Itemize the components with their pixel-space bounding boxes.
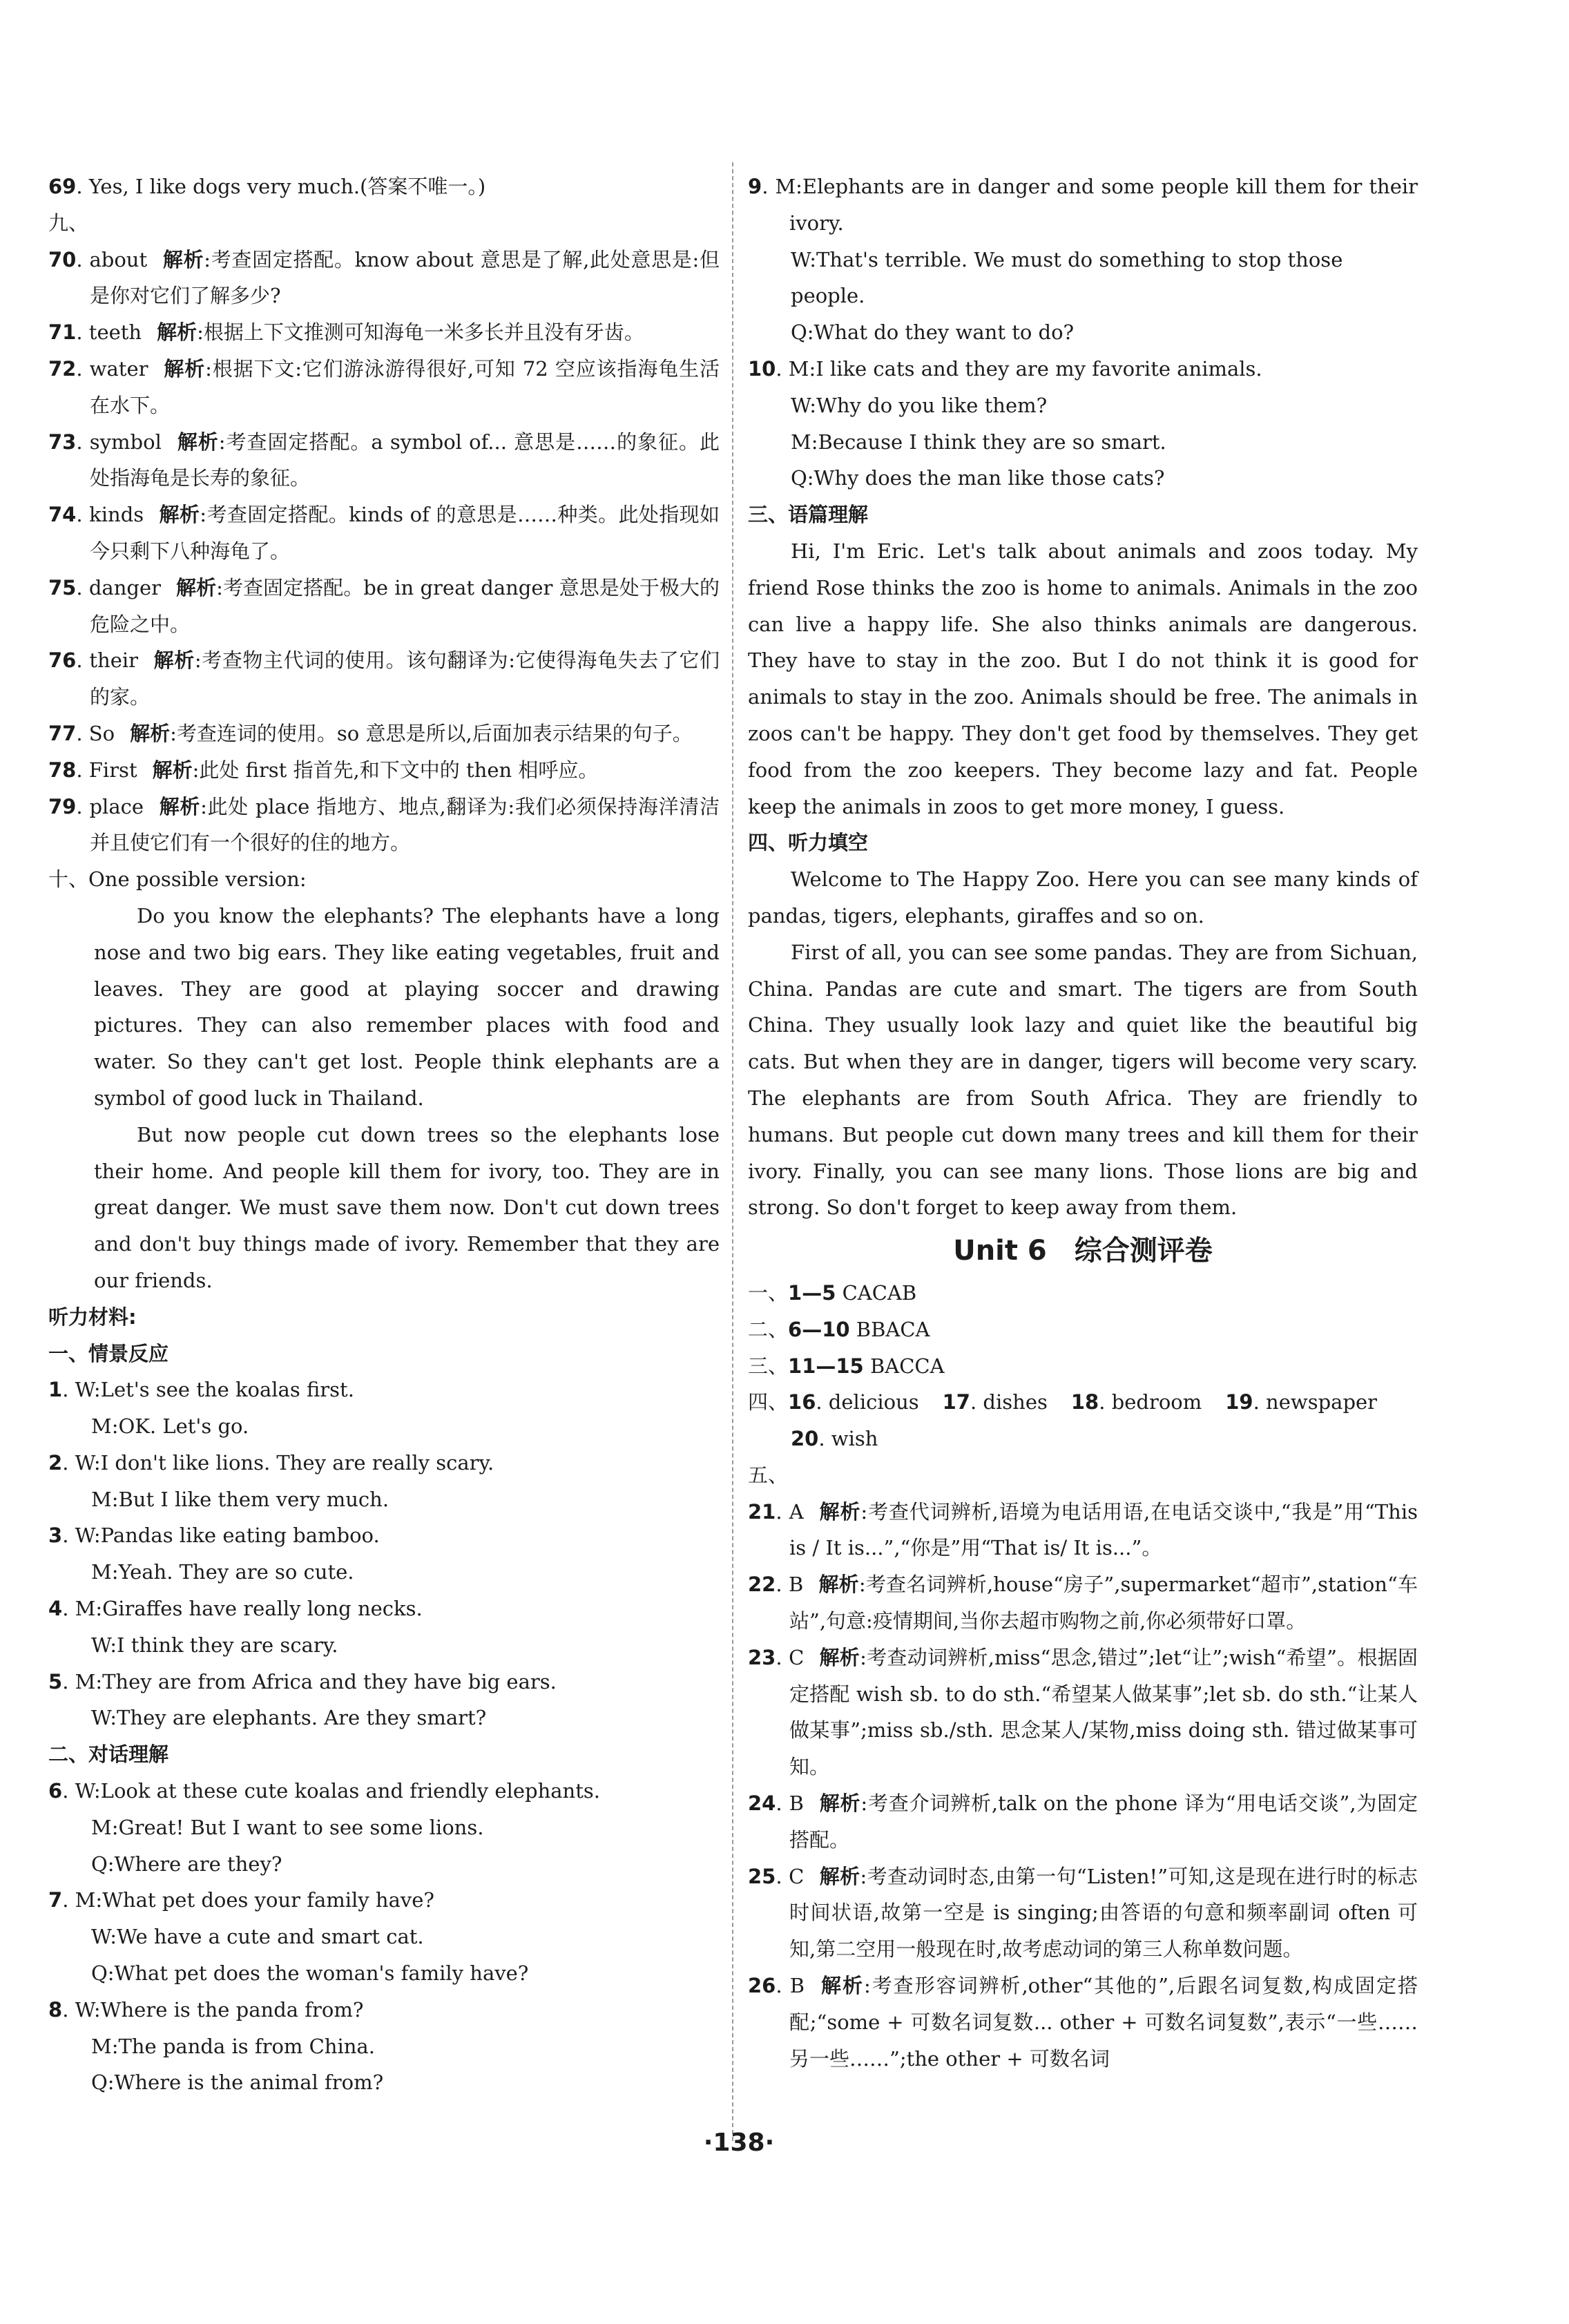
passage-4-paragraph-2: First of all, you can see some pandas. They are from Sichuan, China. Pandas are cute and smart. The tigers are from South China. They usually look lazy and quiet like the beautiful big cats. But when they are in danger, tigers will become very scary. The elephants are from South Africa. They are friendly to humans. But people cut down many trees and kill them for their ivory. Finally, you can see many lions. Those lions are big and strong. So don't forget to keep away from them. — [748, 940, 1418, 1220]
passage-3: Hi, I'm Eric. Let's talk about animals and zoos today. My friend Rose thinks the zoo is home to animals. Animals in the zoo can live a happy life. She also thinks animals are dangerous. They have to stay in the zoo. But I do not think it is good for animals to stay in the zoo. Animals should be free. The animals in zoos can't be happy. They don't get food by themselves. They get food from the zoo keepers. They become lazy and fat. People keep the animals in zoos to get more money, I guess. — [748, 539, 1418, 818]
part-1-heading: 一、情景反应 — [48, 1341, 169, 1365]
unit-title: Unit 6 综合测评卷 — [953, 1235, 1213, 1267]
answer-26: 26. B 解析:考查形容词辨析,other“其他的”,后跟名词复数,构成固定搭配;“some + 可数名词复数... other + 可数名词复数”,表示“一些……另一些……”;the other + 可数名词 — [748, 1974, 1418, 2071]
dialogue-10: 10. M:I like cats and they are my favorite animals. W:Why do you like them? M:Because I think they are so smart. Q:Why does the man like those cats? — [748, 356, 1262, 490]
answer-78: 78. First 解析:此处 first 指首先,和下文中的 then 相呼应。 — [48, 758, 599, 782]
dialogue-3: 3. W:Pandas like eating bamboo. M:Yeah. They are so cute. — [48, 1524, 380, 1584]
essay-paragraph-1: Do you know the elephants? The elephants have a long nose and two big ears. They like eating vegetables, fruit and leaves. They are good at playing soccer and drawing pictures. They can also remember places with food and water. So they can't get lost. People think elephants are a symbol of good luck in Thailand. — [94, 903, 720, 1110]
dialogue-5: 5. M:They are from Africa and they have big ears. W:They are elephants. Are they smart? — [48, 1669, 557, 1730]
answer-24: 24. B 解析:考查介词辨析,talk on the phone 译为“用电话交谈”,为固定搭配。 — [748, 1792, 1418, 1852]
answer-79: 79. place 解析:此处 place 指地方、地点,翻译为:我们必须保持海洋清洁并且使它们有一个很好的住的地方。 — [48, 794, 720, 855]
listening-title: 听力材料: — [48, 1305, 137, 1329]
answer-22: 22. B 解析:考查名词辨析,house“房子”,supermarket“超市”,station“车站”,句意:疫情期间,当你去超市购物之前,你必须带好口罩。 — [748, 1573, 1418, 1633]
page-number: ·138· — [703, 2129, 775, 2157]
answers-6-10: 二、6—10 BBACA — [748, 1317, 930, 1341]
answer-70: 70. about 解析:考查固定搭配。know about 意思是了解,此处意思是:但是你对它们了解多少? — [48, 247, 720, 308]
dialogue-2: 2. W:I don't like lions. They are really scary. M:But I like them very much. — [48, 1450, 494, 1511]
column-divider — [732, 162, 733, 2141]
dialogue-8: 8. W:Where is the panda from? M:The panda is from China. Q:Where is the animal from? — [48, 1997, 384, 2095]
dialogue-6: 6. W:Look at these cute koalas and friendly elephants. M:Great! But I want to see some lions. Q:Where are they? — [48, 1779, 600, 1876]
answer-69: 69. Yes, I like dogs very much.(答案不唯一。) — [48, 175, 486, 198]
section-10-heading: 十、One possible version: — [48, 867, 307, 892]
answers-16-20: 四、16. delicious 17. dishes 18. bedroom 19. newspaper — [748, 1390, 1378, 1414]
answer-73: 73. symbol 解析:考查固定搭配。a symbol of... 意思是……的象征。此处指海龟是长寿的象征。 — [48, 430, 720, 490]
answer-75: 75. danger 解析:考查固定搭配。be in great danger 意思是处于极大的危险之中。 — [48, 575, 720, 636]
part-4-heading: 四、听力填空 — [748, 831, 869, 855]
dialogue-7: 7. M:What pet does your family have? W:We have a cute and smart cat. Q:What pet does the woman's family have? — [48, 1888, 529, 1986]
answer-72: 72. water 解析:根据下文:它们游泳游得很好,可知 72 空应该指海龟生活在水下。 — [48, 356, 720, 417]
part-3-heading: 三、语篇理解 — [748, 503, 869, 527]
dialogue-4: 4. M:Giraffes have really long necks. W:I think they are scary. — [48, 1597, 423, 1657]
part-2-heading: 二、对话理解 — [48, 1742, 169, 1767]
dialogue-9: 9. M:Elephants are in danger and some people kill them for their ivory. W:That's terrible. We must do something to stop those people. Q:What do they want to do? — [748, 175, 1418, 345]
section-9-heading: 九、 — [48, 211, 89, 235]
passage-4-paragraph-1: Welcome to The Happy Zoo. Here you can see many kinds of pandas, tigers, elephants, giraffes and so on. — [748, 867, 1418, 928]
answer-71: 71. teeth 解析:根据上下文推测可知海龟一米多长并且没有牙齿。 — [48, 320, 644, 345]
answer-23: 23. C 解析:考查动词辨析,miss“思念,错过”;let“让”;wish“希望”。根据固定搭配 wish sb. to do sth.“希望某人做某事”;let sb. do sth.“让某人做某事”;miss sb./sth. 思念某人/某物,miss doing sth. 错过做某事可知。 — [748, 1645, 1418, 1779]
answer-21: 21. A 解析:考查代词辨析,语境为电话用语,在电话交谈中,“我是”用“This is / It is...”,“你是”用“That is/ It is...”。 — [748, 1499, 1418, 1560]
answers-1-5: 一、1—5 CACAB — [748, 1280, 917, 1305]
answers-11-15: 三、11—15 BACCA — [748, 1354, 945, 1378]
answer-20: 20. wish — [791, 1427, 878, 1451]
answer-77: 77. So 解析:考查连词的使用。so 意思是所以,后面加表示结果的句子。 — [48, 721, 693, 745]
essay-paragraph-2: But now people cut down trees so the elephants lose their home. And people kill them for ivory, too. They are in great danger. We must save them now. Don't cut down trees and don't buy things made of ivory. Remember that they are our friends. — [94, 1122, 720, 1292]
answer-76: 76. their 解析:考查物主代词的使用。该句翻译为:它使得海龟失去了它们的家。 — [48, 649, 720, 709]
left-column — [48, 169, 720, 2101]
section-5-heading: 五、 — [748, 1463, 789, 1487]
answer-74: 74. kinds 解析:考查固定搭配。kinds of 的意思是……种类。此处指现如今只剩下八种海龟了。 — [48, 503, 720, 563]
answer-25: 25. C 解析:考查动词时态,由第一句“Listen!”可知,这是现在进行时的标志时间状语,故第一空是 is singing;由答语的句意和频率副词 often 可知,第二空用一般现在时,故考虑动词的第三人称单数问题。 — [748, 1864, 1418, 1961]
dialogue-1: 1. W:Let's see the koalas first. M:OK. Let's go. — [48, 1378, 354, 1439]
right-column — [748, 169, 1418, 2077]
